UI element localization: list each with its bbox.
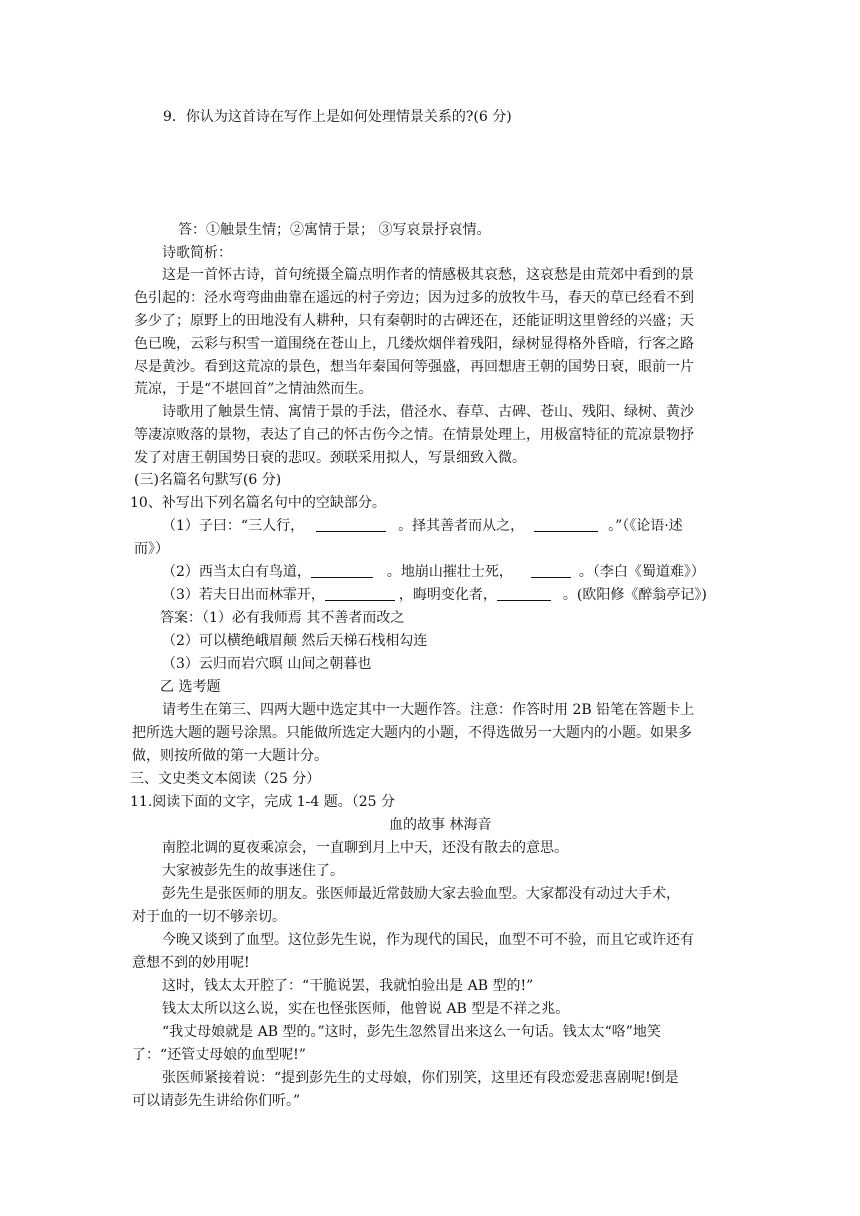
answer-blank [316, 517, 386, 532]
answer-blank [534, 517, 598, 532]
story-line: 这时，钱太太开腔了：“干脆说罢，我就怕验出是 AB 型的!” [162, 978, 534, 994]
story-line: 意想不到的妙用呢! [132, 955, 250, 971]
analysis-heading: 诗歌简析： [162, 245, 232, 261]
optional-line: 做，则按所做的第一大题计分。 [132, 748, 328, 764]
fill-text: 。(欧阳修《醉翁亭记》) [562, 587, 707, 603]
fill-text: 。地崩山摧壮士死， [386, 564, 513, 580]
fill-item-2 [162, 561, 705, 583]
optional-line: 请考生在第三、四两大题中选定其中一大题作答。注意：作答时用 2B 铅笔在答题卡上 [162, 702, 695, 718]
fill-text: （3）若夫日出而林霏开， [162, 587, 325, 603]
part-title: 三、文史类文本阅读（25 分） [130, 771, 321, 787]
story-line: 大家被彭先生的故事迷住了。 [162, 863, 344, 879]
answer-blank [497, 586, 551, 601]
story-line: 可以请彭先生讲给你们听。” [132, 1093, 301, 1109]
story-line: 南腔北调的夏夜乘凉会，一直聊到月上中天，还没有散去的意思。 [162, 840, 568, 856]
story-line: 钱太太所以这么说，实在也怪张医师，他曾说 AB 型是不祥之兆。 [162, 1001, 570, 1017]
fill-text: （2）西当太白有鸟道， [162, 564, 311, 580]
analysis-line: 色引起的：泾水弯弯曲曲靠在遥远的村子旁边；因为过多的放牧牛马，春天的草已经看不到 [134, 290, 694, 306]
analysis-line: 尽是黄沙。看到这荒凉的景色，想当年秦国何等强盛，再回想唐王朝的国势日衰，眼前一片 [134, 359, 694, 375]
question-10: 10、补写出下列名篇名句中的空缺部分。 [130, 495, 386, 511]
analysis-line: 等凄凉败落的景物，表达了自己的怀古伤今之情。在情景处理上，用极富特征的荒凉景物抒 [134, 427, 694, 443]
fill-text: 。（李白《蜀道难》） [578, 564, 705, 580]
analysis-line: 多少了；原野上的田地没有人耕种，只有秦朝时的古碑还在，还能证明这里曾经的兴盛；天 [134, 313, 694, 329]
question-9: 9．你认为这首诗在写作上是如何处理情景关系的?(6 分) [163, 109, 512, 125]
story-line: 了：“还管丈母娘的血型呢!” [132, 1047, 306, 1063]
fill-text: ，晦明变化者， [398, 587, 497, 603]
answer-blank [311, 563, 373, 578]
story-line: 对于血的一切不够亲切。 [132, 909, 286, 925]
story-line: 张医师紧接着说：“提到彭先生的丈母娘，你们别笑，这里还有段恋爱悲喜剧呢!倒是 [162, 1070, 679, 1086]
analysis-line: 这是一首怀古诗，首句统摄全篇点明作者的情感极其哀愁，这哀愁是由荒郊中看到的景 [162, 267, 694, 283]
analysis-line: 诗歌用了触景生情、寓情于景的手法，借泾水、春草、古碑、苍山、残阳、绿树、黄沙 [162, 404, 694, 420]
fill-item-3 [162, 584, 707, 606]
question-11: 11.阅读下面的文字，完成 1-4 题。（25 分 [130, 794, 395, 810]
optional-title: 乙 选考题 [160, 679, 221, 695]
question-9-answer: 答：①触景生情；②寓情于景； ③写哀景抒哀情。 [178, 222, 491, 238]
fill-text: 。择其善者而从之， [398, 518, 525, 534]
fill-text: 。”（《论语·述 [608, 518, 683, 534]
analysis-line: 色已晚，云彩与积雪一道围绕在苍山上，几缕炊烟伴着残阳，绿树显得格外昏暗，行客之路 [134, 336, 694, 352]
analysis-line: 荒凉，于是“不堪回首”之情油然而生。 [134, 381, 373, 397]
answer-line: （3）云归而岩穴暝 山间之朝暮也 [162, 656, 372, 672]
analysis-line: 发了对唐王朝国势日衰的悲叹。颈联采用拟人，写景细致入微。 [134, 450, 526, 466]
fill-text: （1）子曰：“三人行， [162, 518, 305, 534]
answer-line: 答案：（1）必有我师焉 其不善者而改之 [160, 610, 405, 626]
story-title: 血的故事 林海音 [389, 817, 492, 833]
story-line: 今晚又谈到了血型。这位彭先生说，作为现代的国民，血型不可不验，而且它或许还有 [162, 932, 694, 948]
optional-line: 把所选大题的题号涂黑。只能做所选定大题内的小题，不得选做另一大题内的小题。如果多 [132, 725, 692, 741]
story-line: “我丈母娘就是 AB 型的。”这时，彭先生忽然冒出来这么一句话。钱太太“咯”地笑 [162, 1024, 661, 1040]
answer-blank [531, 563, 571, 578]
section-title: (三)名篇名句默写(6 分) [134, 472, 282, 488]
story-line: 彭先生是张医师的朋友。张医师最近常鼓励大家去验血型。大家都没有动过大手术， [162, 886, 680, 902]
answer-line: （2）可以横绝峨眉颠 然后天梯石栈相勾连 [162, 633, 428, 649]
answer-blank [325, 586, 395, 601]
fill-item-1 [162, 515, 683, 537]
fill-item-1-cont: 而》） [134, 541, 169, 557]
